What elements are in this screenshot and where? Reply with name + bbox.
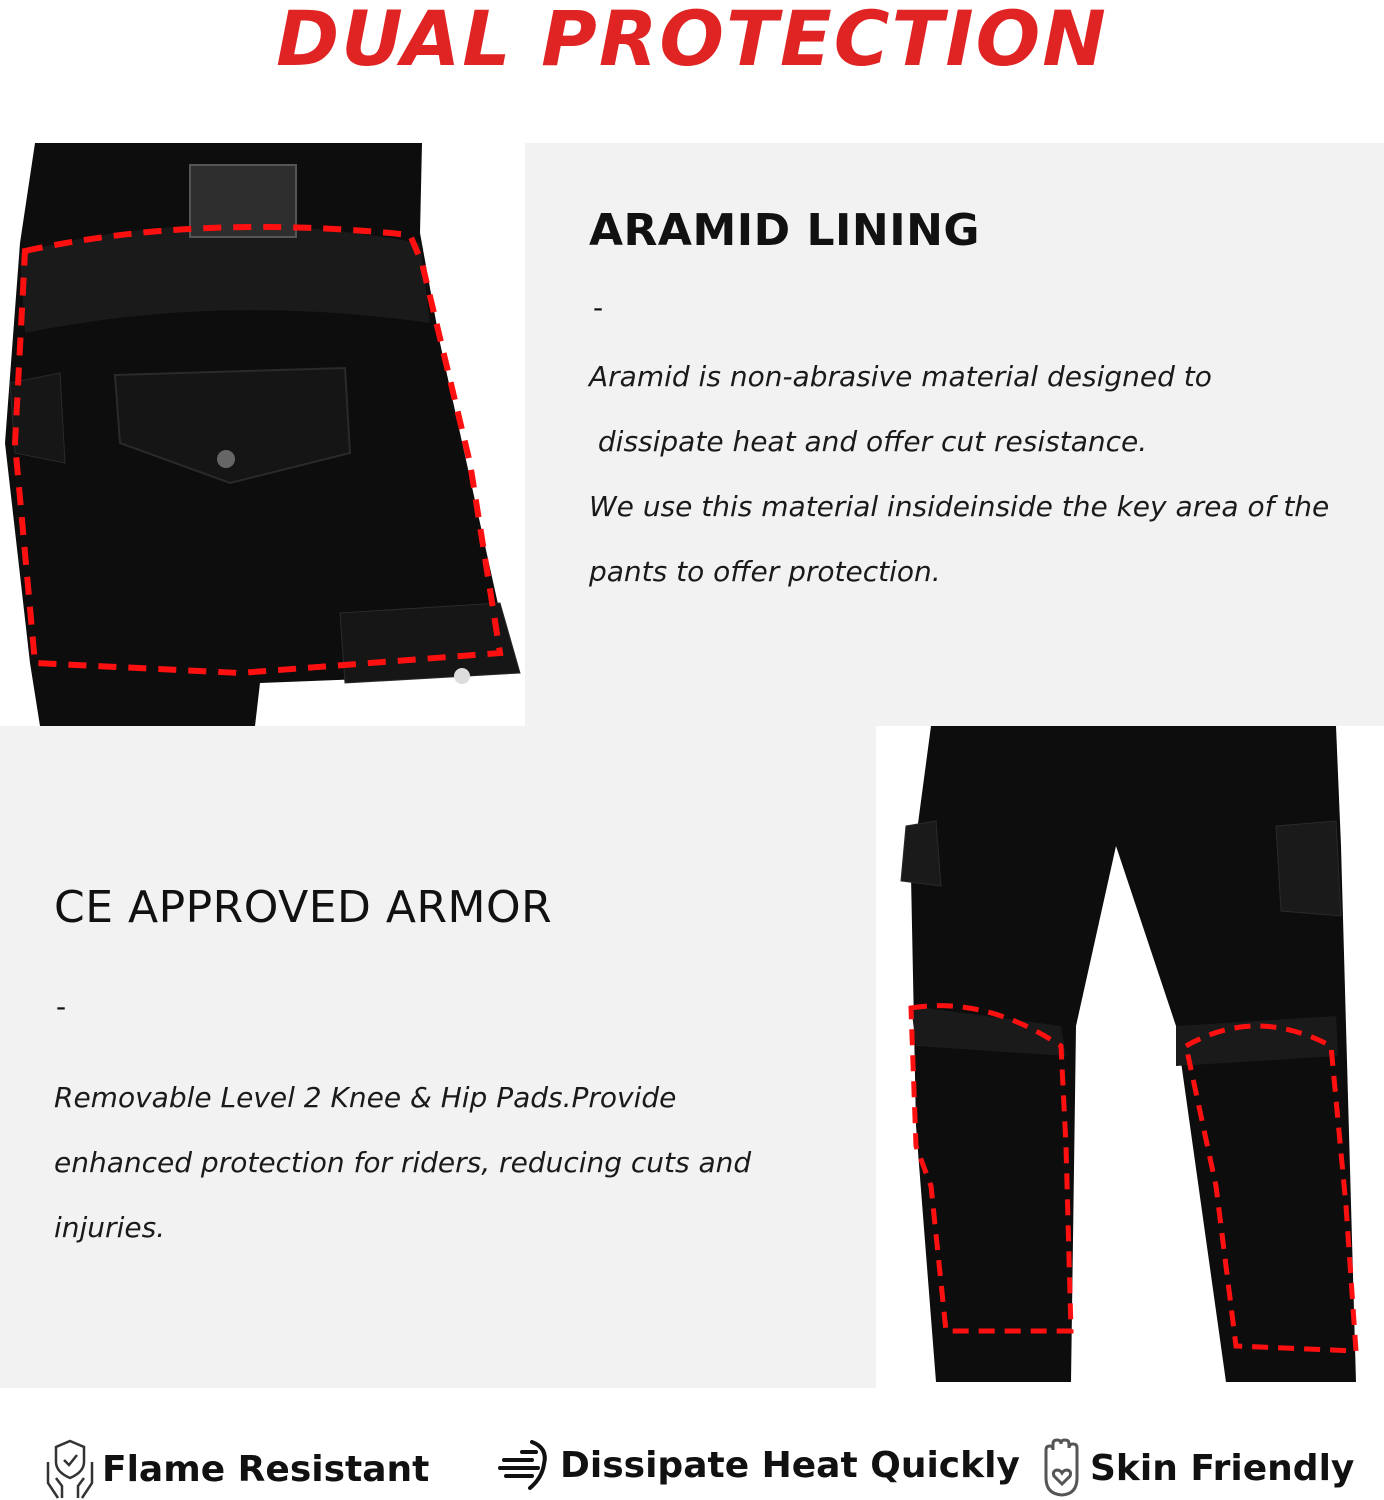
armor-heading: CE APPROVED ARMOR xyxy=(54,882,553,933)
hand-heart-icon xyxy=(1040,1438,1084,1498)
feature-dissipate-heat xyxy=(498,1438,1020,1492)
aramid-line: We use this material insideinside the key area of the xyxy=(589,490,1330,523)
armor-panel xyxy=(0,726,876,1388)
aramid-line: Aramid is non-abrasive material designed to xyxy=(589,360,1212,393)
pants-rear-photo xyxy=(0,143,525,726)
aramid-panel xyxy=(525,143,1384,726)
feature-skin-friendly xyxy=(1040,1438,1354,1498)
aramid-divider: - xyxy=(593,291,604,324)
armor-line: enhanced protection for riders, reducing cuts and xyxy=(54,1146,752,1179)
feature-flame-resistant xyxy=(44,1438,429,1500)
armor-line: Removable Level 2 Knee & Hip Pads.Provide xyxy=(54,1081,677,1114)
armor-line: injuries. xyxy=(54,1211,166,1244)
feature-label: Dissipate Heat Quickly xyxy=(560,1444,1020,1486)
pants-front-photo xyxy=(876,726,1384,1382)
feature-label: Flame Resistant xyxy=(102,1448,430,1490)
aramid-line: dissipate heat and offer cut resistance. xyxy=(589,425,1148,458)
aramid-heading: ARAMID LINING xyxy=(589,205,981,256)
page-title: DUAL PROTECTION xyxy=(276,0,1108,83)
armor-divider: - xyxy=(56,990,67,1023)
wind-icon xyxy=(498,1438,554,1492)
shield-hands-icon xyxy=(44,1438,96,1500)
feature-label: Skin Friendly xyxy=(1090,1447,1355,1489)
aramid-line: pants to offer protection. xyxy=(589,555,941,588)
